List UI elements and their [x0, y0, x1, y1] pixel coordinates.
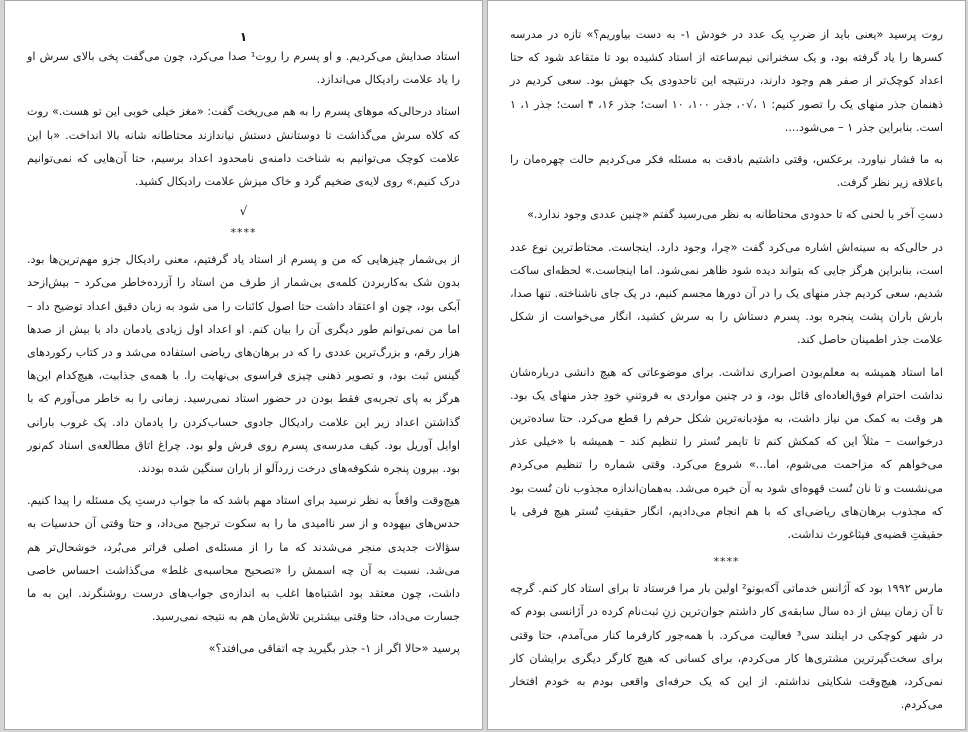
paragraph: در حالی‌که به سینه‌اش اشاره می‌کرد گفت «چرا، وجود دارد. اینجاست. محتاط‌ترین نوع عدد است، بنابراین هرگز جایی که بتواند دیده شود ظاهر نمی‌شود. اما اینجاست.» لحظه‌ای ساکت شدیم، سعی کردیم جذر منهای یک را در آن دورها مجسم کنیم، در یک جای ناشناخته. تنها صدا، بارش باران پشت پنجره بود. پسرم دستاش را به سرش کشید، انگار می‌خواست از شکل علامت جذر اطمینان حاصل کند. — [510, 240, 943, 347]
paragraph: هیچ‌وقت واقعاً به نظر نرسید برای استاد مهم باشد که ما جواب درستِ یک مسئله را پیدا کنیم. حدس‌های بیهوده و از سر ناامیدی ما را به سکوت ترجیح می‌داد، و حتا وقتی آن حدسیات به سؤالات جدیدی منجر می‌شدند که ما را از مسئله‌ی اصلی فراتر می‌بُرد، خوشحال‌تر هم می‌شد. نسبت به آن چه اسمش را «تصحیح محاسبه‌ی غلط» می‌گذاشت احساس خاصی داشت، چون معتقد بود اشتباه‌ها اغلب به اندازه‌ی جواب‌های درست روشنگرند. این به ما جسارت می‌داد، حتا وقتی بیشترین تلاش‌مان هم به نتیجه نمی‌رسید. — [27, 494, 460, 624]
paragraph: روت پرسید «یعنی باید از ضربِ یک عدد در خودش ۱- به دست بیاوریم؟» تازه در مدرسه کسرها را یاد گرفته بود، و یک سخنرانی نیم‌ساعته از استاد کشیده بود تا متقاعد شود که حتا اعداد کوچک‌تر از صفر هم وجود دارند، درنتیجه این تاحدودی یک جهش بود. سعی کردیم در ذهنمان جذر منهای یک را تصور کنیم: ۱ ،√۰، جذر ۱۰۰، ۱۰ است؛ جذر ۱۶، ۴ است؛ جذر ۱، ۱ است. بنابراین جذر ۱ – می‌شود.... — [510, 28, 944, 134]
paragraph: استاد درحالی‌که موهای پسرم را به هم می‌ریخت گفت: «مغز خیلی خوبی این تو هست.» روت که کلاه سرش می‌گذاشت تا دوستانش دستش نیاندازند محتاطانه شانه بالا انداخت. «با این علامت کوچک می‌توانیم به شناخت دامنه‌ی نامحدود اعداد برسیم، حتا آن‌هایی که نمی‌توانیم درک کنیم.» روی لایه‌ی ضخیم گرد و خاک میزش علامت رادیکال کشید. — [27, 105, 460, 189]
paragraph: استاد صدایش می‌کردیم. و او پسرم را روت¹ صدا می‌کرد، چون می‌گفت پخی بالای سرش او را یاد علامت رادیکال می‌اندازد. — [27, 50, 460, 87]
paragraph: پرسید «حالا اگر از ۱- جذر بگیرید چه اتفاقی می‌افتد؟» — [208, 642, 460, 656]
left-page — [4, 0, 483, 730]
section-separator: **** — [713, 555, 740, 569]
paragraph: مارس ۱۹۹۲ بود که آژانس خدماتی آکه‌بونو² اولین بار مرا فرستاد تا برای استاد کار کنم. گرچه تا آن زمان بیش از ده سال سابقه‌ی کار داشتم جوان‌ترین زنِ ثبت‌نام کرده در آژانسی بودم که در شهر کوچکی در اینلند سی³ فعالیت می‌کرد. با همه‌جور کارفرما کنار می‌آمدم، حتا وقتی برای سخت‌گیرترین مشتری‌ها کار می‌کردم، برای کسانی که هیچ کارگر دیگری برایشان کار نمی‌کرد، هیچ‌وقت شکایتی نداشتم. از این که یک حرفه‌ای واقعی بودم به خودم افتخار می‌کردم. — [510, 582, 943, 712]
root-symbol: √ — [239, 204, 248, 219]
page-number: ۱ — [239, 29, 248, 44]
paragraph: از بی‌شمار چیزهایی که من و پسرم از استاد یاد گرفتیم، معنی رادیکال جزو مهم‌ترین‌ها بود. بدون شک به‌کاربردن کلمه‌ی بی‌شمار از طرف من استاد را آزرده‌خاطر می‌کرد – بیش‌ازحد آبکی بود، چون او اعتقاد داشت حتا اصول کائنات را می شود به زبان دقیق اعداد توضیح داد – اما من نمی‌توانم طور دیگری آن را بیان کنم. او اعداد اول زیادی یادمان داد با بیش از صدها هزار رقم، و بزرگ‌ترین عددی را که در برهان‌های ریاضی استفاده می‌شد و در کتاب رکوردهای گینس ثبت بود، و تصویر ذهنی چیزی فراسوی بی‌نهایت را. با همه‌ی جذابیت، هیچ‌کدام این‌ها هرگز به پای تجربه‌ی فقط بودن در حضور استاد نمی‌رسید. زمانی را به خاطر می‌آورم که با گذاشتن اعداد زیر این علامت رادیکال جادوی حساب‌کردن را یادمان داد. یک غروب بارانی اوایل آوریل بود. کیف مدرسه‌ی پسرم روی فرش ولو بود. چراغ اتاق مطالعه‌ی استاد کم‌نور بود. بیرون پنجره شکوفه‌های درخت زردآلو از باران سنگین شده بودند. — [27, 253, 460, 476]
right-page — [487, 0, 966, 730]
section-separator: **** — [230, 226, 257, 240]
paragraph: به ما فشار نیاورد. برعکس، وقتی داشتیم بادقت به مسئله فکر می‌کردیم حالت چهره‌مان را باعلاقه زیر نظر گرفت. — [510, 153, 943, 190]
paragraph: اما استاد همیشه به معلم‌بودن اصراری نداشت. برای موضوعاتی که هیچ دانشی درباره‌شان نداشت احترام فوق‌العاده‌ای قائل بود، و در چنین مواردی به فروتنیِ خودِ جذر منهای یک بود. هر وقت به کمک من نیاز داشت، به مؤدبانه‌ترین شکل حرفم را قطع می‌کرد. حتا ساده‌ترین درخواست – مثلاً این که کمکش کنم تا تایمر تُستر را تنظیم کند – همیشه با «خیلی عذر می‌خواهم که مزاحمت می‌شوم، اما...» شروع می‌کرد. وقتی شماره را تنظیم می‌کردم می‌نشست و تا نان تُست قهوه‌ای شود به آن خیره می‌شد. به‌همان‌اندازه مجذوب نان تُست بود که مجذوب برهان‌های ریاضی‌ای که با هم انجام می‌دادیم، انگار حقیقتِ تُستر هیچ فرقی با حقیقتِ قضیه‌ی فیثاغورث نداشت. — [510, 365, 943, 542]
paragraph: دستِ آخر با لحنی که تا حدودی محتاطانه به نظر می‌رسید گفتم «چنین عددی وجود ندارد.» — [527, 208, 943, 222]
